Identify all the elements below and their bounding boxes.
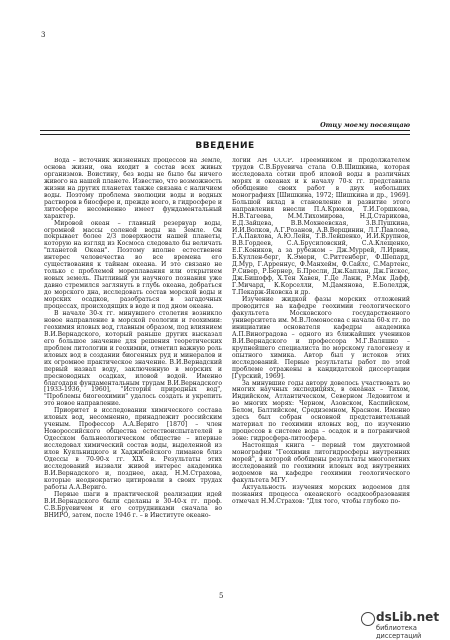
paragraph: Настоящая книга – первый том двухтомной монографии "Геохимия литогидросферы внутренних морей", в которой обобщены результаты многолетних исследований по геохимии иловых вод внутренних водоемов на кафедре геохимии геологического факультета МГУ. <box>232 442 410 484</box>
paragraph: Мировой океан – главный резервуар воды, огромной массы соленой воды на Земле. Он покрывает более 2/3 поверхности нашей планеты, которую на взгляд из Космоса следовало бы величать "планетой Океан". Поэтому вполне естественен интерес человечества во все времена его существования к тайнам океана. И это связано не только с проблемой мореплавания или открытием новых земель. Пытливый ум научного познания уже давно стремился заглянуть в глубь океана, добраться до морского дна, исследовать состав морской воды и морских осадков, разобраться в загадочных процессах, происходящих в воде и под дном океана. <box>44 219 222 311</box>
section-title: ВВЕДЕНИЕ <box>195 141 255 151</box>
paragraph: Вода – источник жизненных процессов на Земле, основа жизни, она входит в состав всех живых организмов. Воистину, без воды не было бы ничего живого на нашей планете. Известно, что возможность жизни на других планетах также связана с наличием воды. Поэтому проблема эволюции воды и водных растворов в биосфере и, прежде всего, в гидросфере и литосфере несомненно имеет фундаментальный характер. <box>44 158 222 220</box>
paragraph: Изучение жидкой фазы морских отложений проводится на кафедре геохимии геологического факультета Московского государственного университета им. М.В.Ломоносова с начала 60-х гг. по инициативе основателя кафедры академика А.П.Виноградова – одного из ближайших учеников В.И.Вернадского и профессора М.Г.Валяшко – крупнейшего специалиста по морскому галогенезу и опытного химика. Автор был у истоков этих исследований. Первые результаты работ по этой проблеме отражены в кандидатской диссертации [Гурский, 1969]. <box>232 296 410 380</box>
watermark-caption: библиотека диссертаций <box>376 624 422 640</box>
paragraph: логии АН СССР. Преемником и продолжателем трудов С.В.Бруевича стала О.В.Шишкина, которая исследовала сотни проб иловой воды в различных морях и океанах и к началу 70-х гг. представила обобщение своих работ в двух небольших монографиях [Шишкина, 1972; Шишкина и др., 1969]. Большой вклад в становление и развитие этого направления внесли П.А.Крюков, Т.И.Горшкова, Н.В.Тагеева, М.М.Тихомирова, Н.Д.Старикова, Е.Д.Зайцева, В.В.Мохнеевская, З.В.Пушкина, И.И.Волков, А.Г.Розанов, А.В.Верщинин, Л.Г.Павлова, Г.А.Павлова, А.Ю.Лейн, Т.В.Левшенко, И.И.Крупнов, В.В.Гордеев, С.А.Брусиловский, С.А.Клещенко, Е.Г.Коников, а за рубежом – Дж.Муррей, Л.Ирвин, Б.Куллен-берг, К.Эмери, С.Риттенберг, Ф.Шепард, Д.Мур, Г.Арреннус, Ф.Манхейм, Ф.Сайлс, С.Мартенс, Р.Сивер, Р.Бернер, Б.Пресли, Дж.Каплан, Дж.Гискес, Дж.Бишофф, Х.Тен Хавен, Г.Де Ланж, Р.Мак Дафф, Г.Мичард, К.Корселли, М.Дамянова, Е.Болелдж, Т.Пекарж-Яковска и др. <box>232 158 410 297</box>
paragraph: Приоритет в исследовании химического состава иловых вод, несомненно, принадлежит российским ученым. Профессор А.А.Вериго [1870] – член Новороссийского общества естествоиспытателей в Одесском бальнеологическом обществе – впервые исследовал химический состав воды, выделенной из илов Куяльницкого и Хаджибейского лиманов близ Одессы в 70-90-х гг. XIX в. Результаты этих исследований вызвали живой интерес академика В.И.Вернадского и, позднее, акад. Н.М.Страхова, которые неоднократно цитировали в своих трудах работы А.А.Вериго. <box>44 407 222 491</box>
right-text-column <box>232 158 410 588</box>
paragraph: В начале 30-х гг. минувшего столетия возникло новое направление в морской геологии и геохимии: геохимия иловых вод, главным образом, под влиянием В.И.Вернадского, который раньше других высказал его большое значение для решения теоретических проблем литологии и геохимии, отметил важную роль иловых вод в создании биогенных руд и минералов и их огромное практическое значение. В.И.Вернадский первый назвал воду, заключенную в морских и пресноводных осадках, иловой водой. Именно благодаря фундаментальным трудам В.И.Вернадского [1933-1936, 1960], "История природных вод", "Проблемы биогеохимии" удалось создать и укрепить это новое направление. <box>44 309 222 408</box>
divider-bottom <box>40 134 410 135</box>
page-number: 5 <box>219 592 224 600</box>
paragraph: За минувшие годы автору довелось участвовать во многих научных экспедициях, в океанах – Тихом, Индийском, Атлантическом, Северном Ледовитом и во многих морях: Черном, Азовском, Каспийском, Белом, Балтийском, Средиземном, Красном. Именно здесь был собран основной представительный материал по геохимии иловых вод, по изучению процессов в системе вода – осадок и в пограничной зоне: гидросфера-литосфера. <box>232 379 410 443</box>
top-page-marker: 3 <box>41 31 46 39</box>
divider-top <box>40 130 410 131</box>
paragraph: Актуальность изучения морских водоемов для познания процесса океанского осадкообразования отмечал Н.М.Страхов: "Для того, чтобы глубоко по- <box>232 483 410 505</box>
watermark-logo-icon <box>361 612 375 626</box>
dedication: Отцу моему посвящаю <box>320 121 410 129</box>
paragraph: Первые шаги в практической реализации идей В.И.Вернадского были сделаны в 30-40-х гг. проф. С.В.Бруевичем и его сотрудниками сначала во ВНИРО, затем, после 1946 г. – в Институте океано- <box>44 490 222 519</box>
left-text-column <box>44 158 222 588</box>
watermark-site[interactable]: dsLib.net <box>376 610 440 624</box>
